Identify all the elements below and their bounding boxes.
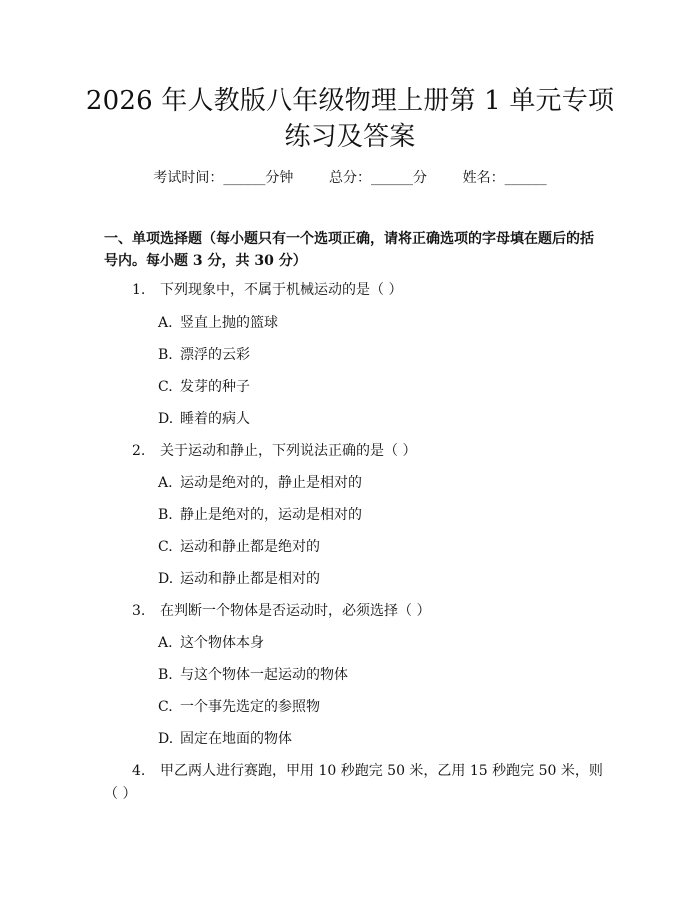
question-text: 关于运动和静止，下列说法正确的是（ ） [160, 443, 417, 459]
option-letter: C. [158, 699, 173, 715]
question-text: 甲乙两人进行赛跑，甲用 10 秒跑完 50 米，乙用 15 秒跑完 50 米，则 [160, 763, 603, 779]
option-text: 运动和静止都是相对的 [180, 571, 320, 587]
question-number: 1. [132, 282, 146, 298]
option-text: 漂浮的云彩 [180, 347, 250, 363]
option-text: 一个事先选定的参照物 [180, 699, 320, 715]
question-number: 4. [132, 763, 146, 779]
question-4-continuation [104, 783, 604, 805]
option-letter: D. [158, 731, 174, 747]
option-text: 运动和静止都是绝对的 [180, 539, 320, 555]
question-3-option-a [158, 632, 578, 654]
question-3-option-d [158, 728, 578, 750]
question-2-option-a [158, 472, 578, 494]
question-2-option-b [158, 504, 578, 526]
option-letter: A. [158, 315, 173, 331]
exam-time-blank: ______ [223, 170, 266, 186]
question-number: 2. [132, 443, 146, 459]
document-title-line-1: 2026 年人教版八年级物理上册第 1 单元专项 [85, 86, 615, 116]
question-text: 下列现象中，不属于机械运动的是（ ） [160, 282, 403, 298]
option-letter: B. [158, 507, 173, 523]
option-text: 静止是绝对的，运动是相对的 [180, 507, 362, 523]
section-heading-line-1: 一、单项选择题（每小题只有一个选项正确，请将正确选项的字母填在题后的括 [104, 231, 594, 247]
option-letter: A. [158, 635, 173, 651]
option-letter: D. [158, 571, 174, 587]
option-letter: C. [158, 379, 173, 395]
document-title-line-2: 练习及答案 [284, 122, 416, 152]
exam-time-unit: 分钟 [265, 170, 294, 186]
option-letter: B. [158, 347, 173, 363]
option-text: 睡着的病人 [180, 411, 250, 427]
option-text: 与这个物体一起运动的物体 [180, 667, 348, 683]
option-text: 固定在地面的物体 [180, 731, 292, 747]
question-number: 3. [132, 603, 146, 619]
section-heading [104, 228, 604, 272]
option-text: 运动是绝对的，静止是相对的 [180, 475, 362, 491]
option-text: 这个物体本身 [180, 635, 264, 651]
option-letter: C. [158, 539, 173, 555]
score-unit: 分 [413, 170, 427, 186]
question-3-option-c [158, 696, 578, 718]
option-letter: D. [158, 411, 174, 427]
exam-time-label: 考试时间： [153, 170, 224, 186]
score-blank: ______ [371, 170, 413, 186]
question-2-option-d [158, 568, 578, 590]
option-text: 发芽的种子 [180, 379, 250, 395]
name-blank: ______ [504, 170, 547, 186]
option-letter: B. [158, 667, 173, 683]
score-label: 总分： [329, 170, 371, 186]
question-1-option-b [158, 344, 578, 366]
question-3-option-b [158, 664, 578, 686]
question-1-option-d [158, 408, 578, 430]
option-text: 竖直上抛的篮球 [180, 315, 278, 331]
question-1-option-c [158, 376, 578, 398]
section-heading-line-2: 号内。每小题 3 分，共 30 分） [104, 253, 307, 269]
question-1-option-a [158, 312, 578, 334]
question-text: 在判断一个物体是否运动时，必须选择（ ） [160, 603, 431, 619]
question-2-option-c [158, 536, 578, 558]
exam-meta-line [0, 168, 700, 188]
name-label: 姓名： [462, 170, 505, 186]
option-letter: A. [158, 475, 173, 491]
question-text-continuation: （ ） [104, 786, 137, 802]
